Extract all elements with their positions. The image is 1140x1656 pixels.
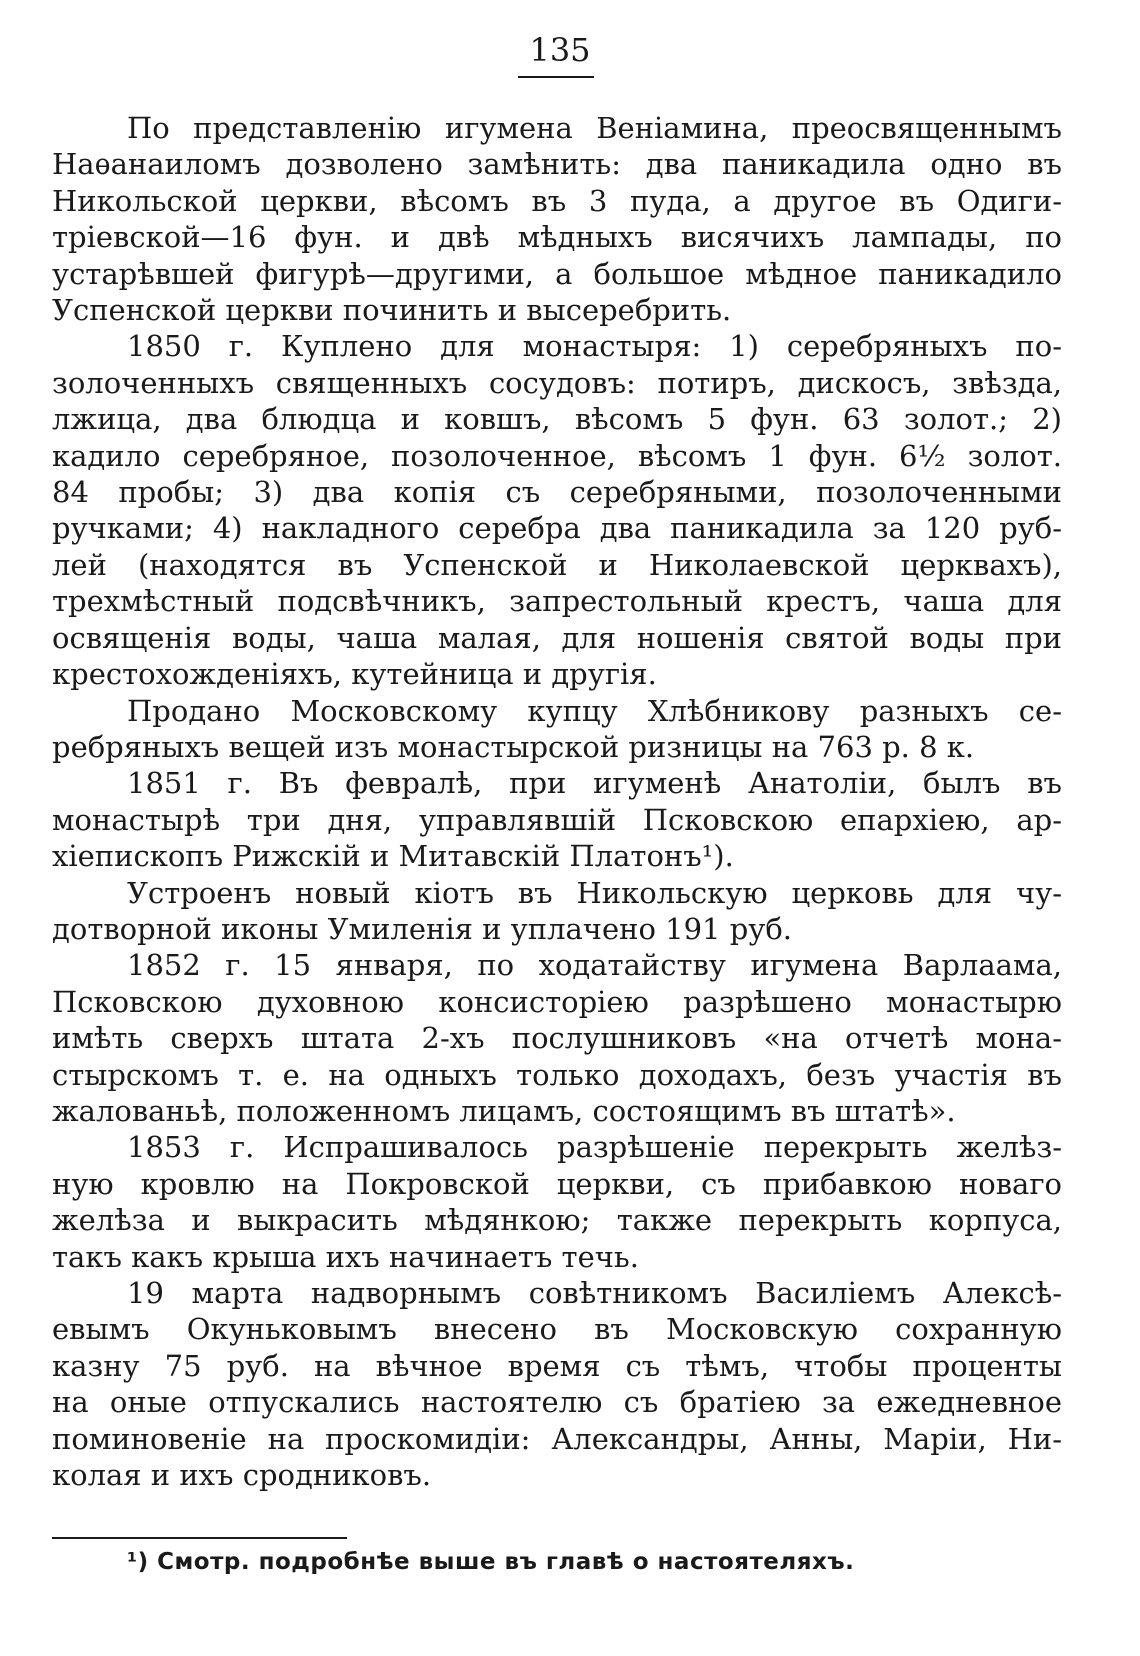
text-line: 19 марта надворнымъ совѣтникомъ Василіемъ Алексѣ- <box>127 1276 1062 1310</box>
paragraph-1853 <box>52 1129 1062 1275</box>
text-line: Никольской церкви, вѣсомъ въ 3 пуда, а другое въ Одиги- <box>52 183 1062 218</box>
text-line: устарѣвшей фигурѣ—другими, а большое мѣдное паникадило <box>52 256 1062 291</box>
text-line: стырскомъ т. е. на одныхъ только доходахъ, безъ участія въ <box>52 1057 1062 1092</box>
text-line: Псковскою духовною консисторіею разрѣшено монастырю <box>52 984 1062 1019</box>
text-line: тріевской—16 фун. и двѣ мѣдныхъ висячихъ лампады, по <box>52 220 1062 255</box>
paragraph-1850 <box>52 328 1062 692</box>
paragraph-sold <box>52 693 1062 766</box>
footnote: ¹) Смотр. подробнѣе выше въ главѣ о настоятеляхъ. <box>127 1549 855 1575</box>
text-line: на оные отпускались настоятелю съ братіею за ежедневное <box>52 1385 1062 1420</box>
text-line: жалованьѣ, положенномъ лицамъ, состоящимъ въ штатѣ». <box>52 1093 956 1128</box>
text-line: кадило серебряное, позолоченное, вѣсомъ 1 фун. 6½ золот. <box>52 438 1062 473</box>
text-line: 84 пробы; 3) два копія съ серебряными, позолоченными <box>52 475 1062 510</box>
text-line: лжица, два блюдца и ковшъ, вѣсомъ 5 фун. 63 золот.; 2) <box>52 402 1062 437</box>
text-line: желѣза и выкрасить мѣдянкою; также перекрыть корпуса, <box>52 1203 1062 1238</box>
text-line: освященія воды, чаша малая, для ношенія святой воды при <box>52 620 1062 655</box>
text-line: Продано Московскому купцу Хлѣбникову разныхъ се- <box>127 693 1062 728</box>
text-line: ручками; 4) накладного серебра два паникадила за 120 руб- <box>52 511 1062 546</box>
text-line: Наѳанаиломъ дозволено замѣнить: два паникадила одно въ <box>52 147 1062 182</box>
text-line: По представленію игумена Веніамина, преосвященнымъ <box>127 111 1062 145</box>
text-line: колая и ихъ сродниковъ. <box>52 1458 432 1493</box>
body-text <box>52 110 1062 1493</box>
paragraph-1851 <box>52 765 1062 874</box>
footnote-separator <box>52 1537 347 1539</box>
text-line: монастырѣ три дня, управлявшій Псковскою епархіею, ар- <box>52 802 1062 837</box>
text-line: 1851 г. Въ февралѣ, при игуменѣ Анатоліи, былъ въ <box>127 766 1062 801</box>
text-line: хіепископъ Рижскій и Митавскій Платонъ¹). <box>52 839 734 874</box>
text-line: поминовеніе на проскомидіи: Александры, Анны, Маріи, Ни- <box>52 1421 1062 1456</box>
text-line: крестохожденіяхъ, кутейница и другія. <box>52 657 657 692</box>
paragraph-19-march <box>52 1275 1062 1493</box>
text-line: дотворной иконы Умиленія и уплачено 191 руб. <box>52 911 792 946</box>
text-line: ную кровлю на Покровской церкви, съ прибавкою новаго <box>52 1166 1062 1201</box>
text-line: золоченныхъ священныхъ сосудовъ: потиръ, дискосъ, звѣзда, <box>52 365 1062 400</box>
paragraph-1852 <box>52 947 1062 1129</box>
text-line: 1852 г. 15 января, по ходатайству игумена Варлаама, <box>127 948 1062 983</box>
text-line: Устроенъ новый кіотъ въ Никольскую церковь для чу- <box>127 875 1062 910</box>
text-line: такъ какъ крыша ихъ начинаетъ течь. <box>52 1239 639 1274</box>
page-number: 135 <box>529 31 591 69</box>
text-line: лей (находятся въ Успенской и Николаевской церквахъ), <box>52 547 1062 582</box>
paragraph-1 <box>52 110 1062 328</box>
text-line: казну 75 руб. на вѣчное время съ тѣмъ, чтобы проценты <box>52 1348 1062 1383</box>
text-line: имѣть сверхъ штата 2-хъ послушниковъ «на отчетѣ мона- <box>52 1021 1062 1056</box>
page-number-underline <box>518 76 594 78</box>
paragraph-kiot <box>52 875 1062 948</box>
text-line: ребряныхъ вещей изъ монастырской ризницы на 763 р. 8 к. <box>52 729 975 764</box>
text-line: 1850 г. Куплено для монастыря: 1) серебряныхъ по- <box>127 329 1062 364</box>
text-line: 1853 г. Испрашивалось разрѣшеніе перекрыть желѣз- <box>127 1130 1062 1165</box>
text-line: трехмѣстный подсвѣчникъ, запрестольный крестъ, чаша для <box>52 584 1062 619</box>
text-line: евымъ Окуньковымъ внесено въ Московскую сохранную <box>52 1312 1062 1347</box>
text-line: Успенской церкви починить и высеребрить. <box>52 293 732 328</box>
